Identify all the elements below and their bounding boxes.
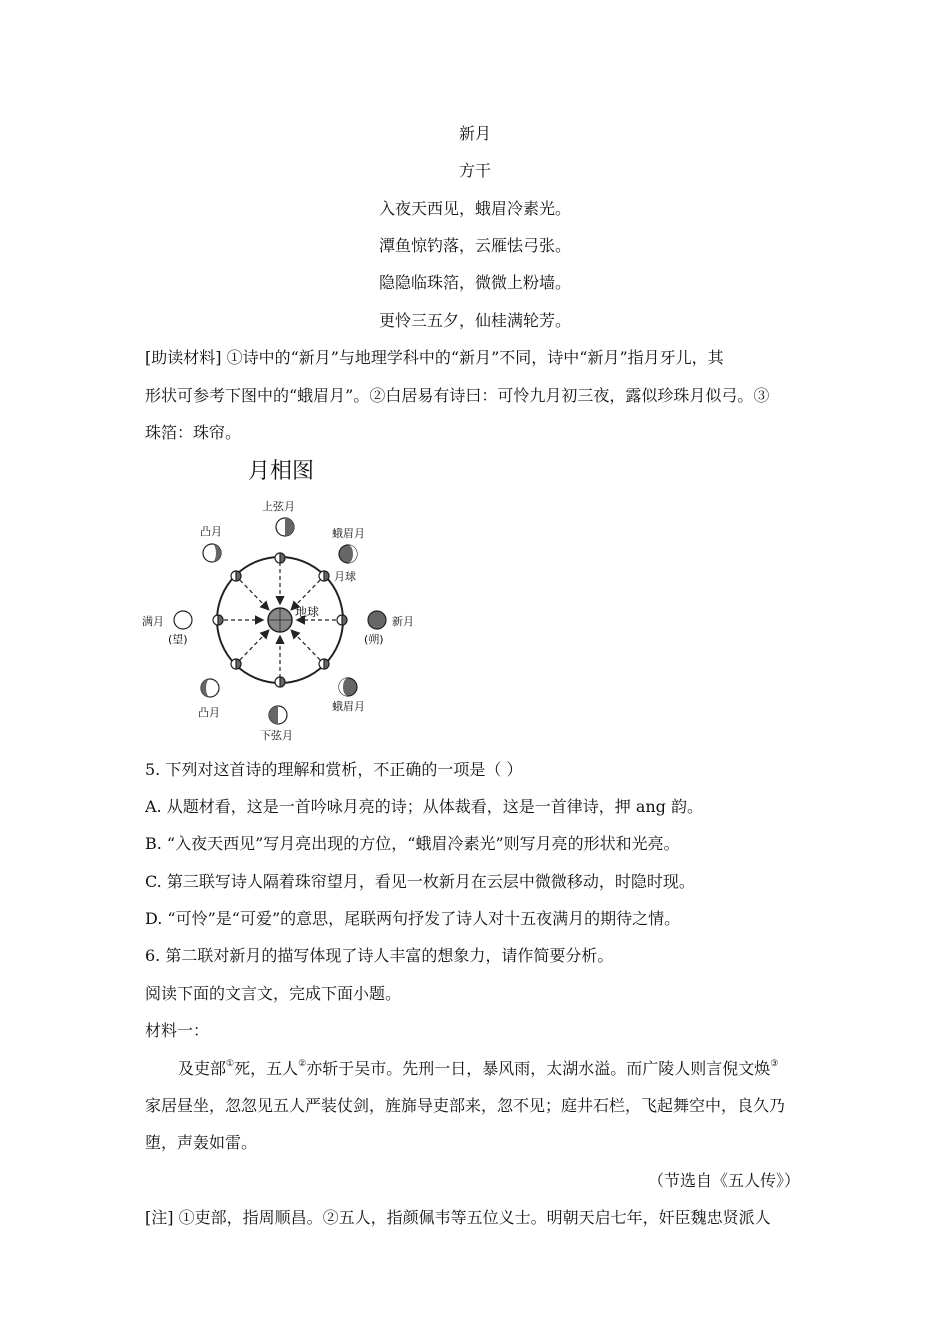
classical-paragraph-line-1: 及吏部①死，五人②亦斩于吴市。先刑一日，暴风雨，太湖水溢。而广陵人则言倪文焕③ bbox=[178, 1059, 779, 1078]
last-quarter-label: 下弦月 bbox=[260, 729, 293, 742]
orbit-moon bbox=[319, 571, 329, 581]
orbit-moon bbox=[231, 659, 241, 669]
new-moon-label: 新月 bbox=[392, 615, 414, 628]
reading-aid-line-1: [助读材料] ①诗中的“新月”与地理学科中的“新月”不同，诗中“新月”指月牙儿，其 bbox=[145, 348, 724, 367]
first-quarter-label: 上弦月 bbox=[262, 500, 295, 513]
orbit-moon bbox=[275, 677, 285, 687]
full-moon-label: 满月 bbox=[142, 615, 164, 628]
source-citation: （节选自《五人传》） bbox=[647, 1171, 800, 1190]
full-moon-sub-label: (望) bbox=[168, 633, 188, 646]
reading-aid-line-2: 形状可参考下图中的“蛾眉月”。②白居易有诗曰：可怜九月初三夜，露似珍珠月似弓。③ bbox=[145, 386, 770, 405]
poem-line-3: 隐隐临珠箔，微微上粉墙。 bbox=[378, 273, 571, 292]
diagram-title: 月相图 bbox=[248, 459, 315, 484]
orbit-moon bbox=[319, 659, 329, 669]
earth-label: 地球 bbox=[295, 605, 320, 619]
sunlight-arrow bbox=[292, 575, 325, 609]
question-6: 6. 第二联对新月的描写体现了诗人丰富的想象力，请作简要分析。 bbox=[145, 946, 614, 965]
earth bbox=[268, 608, 292, 632]
poem-title: 新月 bbox=[458, 124, 491, 143]
orbit-moon bbox=[213, 615, 223, 625]
new-moon-sub-label: (朔) bbox=[364, 633, 384, 646]
sunlight-arrow bbox=[292, 631, 325, 665]
material-label: 材料一： bbox=[145, 1021, 210, 1040]
poem-line-2: 潭鱼惊钓落，云雁怯弓张。 bbox=[378, 236, 571, 255]
poem-line-4: 更怜三五夕，仙桂满轮芳。 bbox=[378, 311, 571, 330]
first-quarter-moon bbox=[276, 518, 294, 536]
classical-intro: 阅读下面的文言文，完成下面小题。 bbox=[145, 984, 402, 1003]
gibbous-moon-bottom bbox=[201, 679, 219, 697]
waning-crescent-moon bbox=[339, 678, 357, 696]
footnote: [注] ①吏部，指周顺昌。②五人，指颜佩韦等五位义士。明朝天启七年，奸臣魏忠贤派人 bbox=[145, 1208, 771, 1227]
new-moon bbox=[368, 611, 386, 629]
sunlight-arrow bbox=[235, 631, 268, 665]
last-quarter-moon bbox=[269, 706, 287, 724]
option-d: D. “可怜”是“可爱”的意思，尾联两句抒发了诗人对十五夜满月的期待之情。 bbox=[145, 909, 681, 928]
option-b: B. “入夜天西见”写月亮出现的方位，“蛾眉冷素光”则写月亮的形状和光亮。 bbox=[145, 834, 680, 853]
waxing-crescent-label: 蛾眉月 bbox=[332, 527, 365, 540]
waning-crescent-label: 蛾眉月 bbox=[332, 700, 365, 713]
sunlight-arrow bbox=[235, 575, 268, 609]
gibbous-bottom-label: 凸月 bbox=[198, 706, 220, 719]
poem-author: 方干 bbox=[458, 161, 491, 180]
option-c: C. 第三联写诗人隔着珠帘望月，看见一枚新月在云层中微微移动，时隐时现。 bbox=[145, 872, 695, 891]
gibbous-moon-top bbox=[203, 544, 221, 562]
orbit-moon bbox=[275, 553, 285, 563]
moon-phase-diagram bbox=[140, 455, 430, 755]
moon-label: 月球 bbox=[334, 570, 356, 583]
reading-aid-line-3: 珠箔：珠帘。 bbox=[145, 423, 242, 442]
question-5: 5. 下列对这首诗的理解和赏析，不正确的一项是（ ） bbox=[145, 760, 523, 779]
classical-paragraph-line-3: 堕，声轰如雷。 bbox=[145, 1133, 258, 1152]
poem-line-1: 入夜天西见，蛾眉冷素光。 bbox=[378, 199, 571, 218]
full-moon bbox=[174, 611, 192, 629]
option-a: A. 从题材看，这是一首吟咏月亮的诗；从体裁看，这是一首律诗，押 ang 韵。 bbox=[145, 797, 703, 816]
classical-paragraph-line-2: 家居昼坐，忽忽见五人严装仗剑，旌旆导吏部来，忽不见；庭井石栏，飞起舞空中，良久乃 bbox=[145, 1096, 786, 1115]
gibbous-top-label: 凸月 bbox=[200, 525, 222, 538]
orbit-moon bbox=[337, 615, 347, 625]
waxing-crescent-moon bbox=[339, 545, 357, 563]
orbit-moon bbox=[231, 571, 241, 581]
